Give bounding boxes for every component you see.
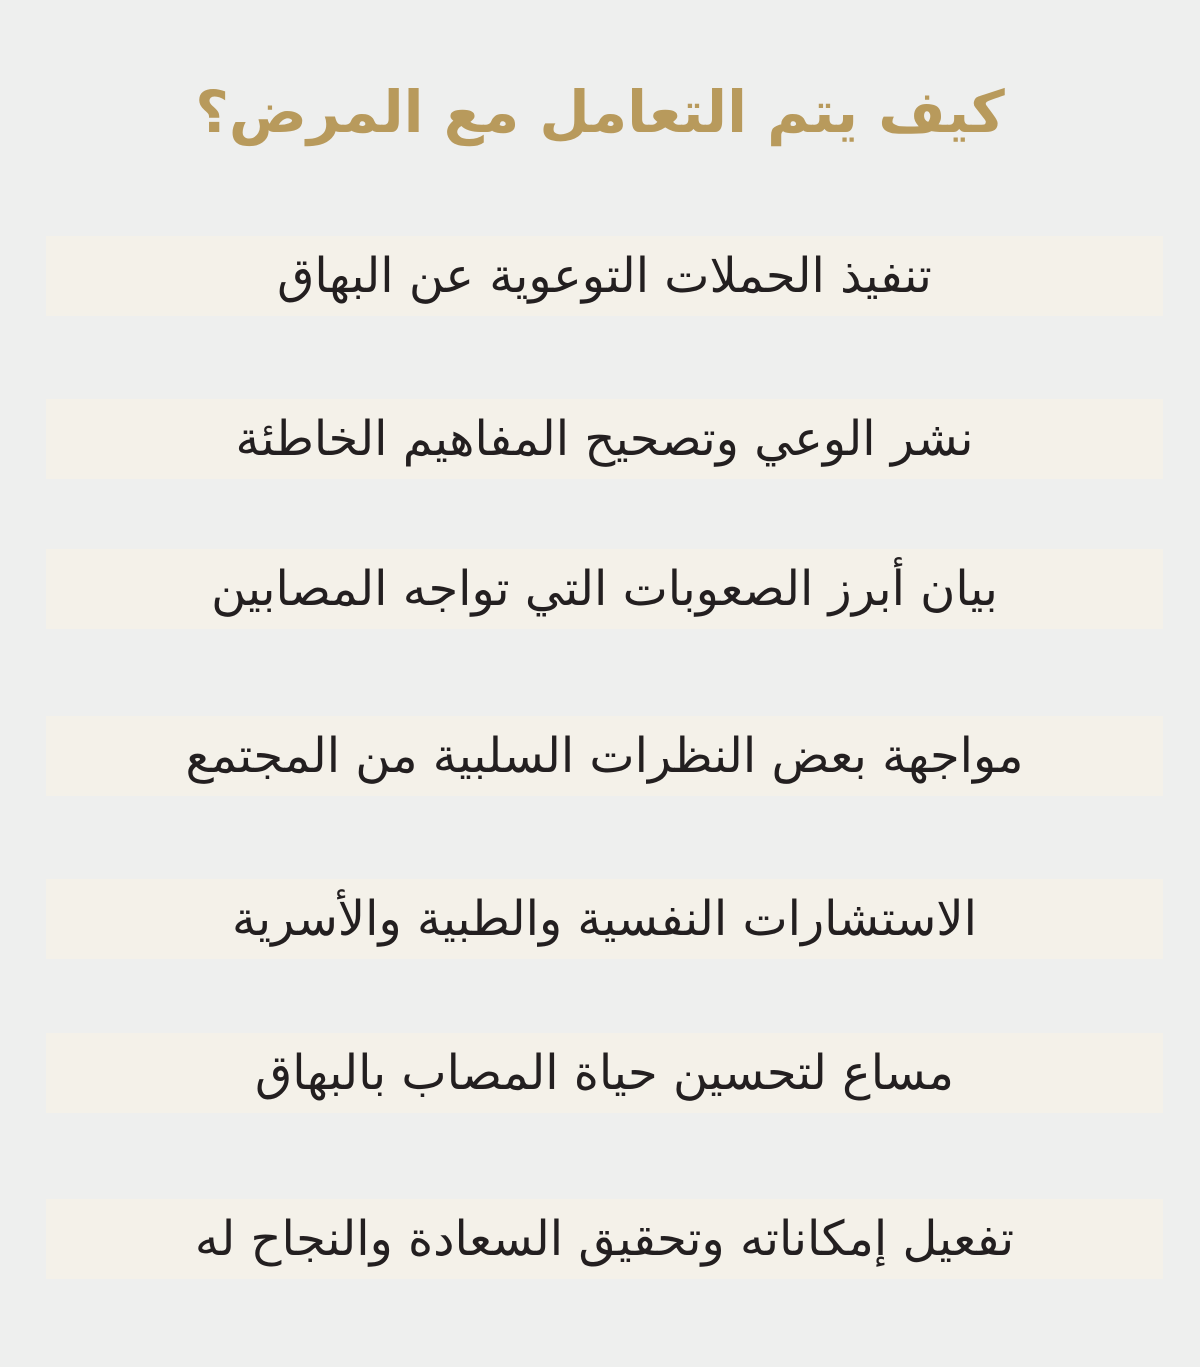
list-item [46, 1199, 1163, 1279]
list-item [46, 1033, 1163, 1113]
list-item [46, 879, 1163, 959]
list-item-text: بيان أبرز الصعوبات التي تواجه المصابين [211, 561, 998, 617]
list-item [46, 716, 1163, 796]
list-item-text: تفعيل إمكاناته وتحقيق السعادة والنجاح له [194, 1211, 1015, 1267]
list-item-text: تنفيذ الحملات التوعوية عن البهاق [277, 248, 932, 304]
page-title: كيف يتم التعامل مع المرض؟ [195, 78, 1005, 146]
list-item [46, 399, 1163, 479]
list-item-text: مواجهة بعض النظرات السلبية من المجتمع [185, 728, 1024, 784]
list-item-text: نشر الوعي وتصحيح المفاهيم الخاطئة [235, 411, 974, 467]
list-item [46, 549, 1163, 629]
list-item [46, 236, 1163, 316]
list-item-text: الاستشارات النفسية والطبية والأسرية [232, 891, 978, 947]
list-item-text: مساع لتحسين حياة المصاب بالبهاق [255, 1045, 954, 1101]
